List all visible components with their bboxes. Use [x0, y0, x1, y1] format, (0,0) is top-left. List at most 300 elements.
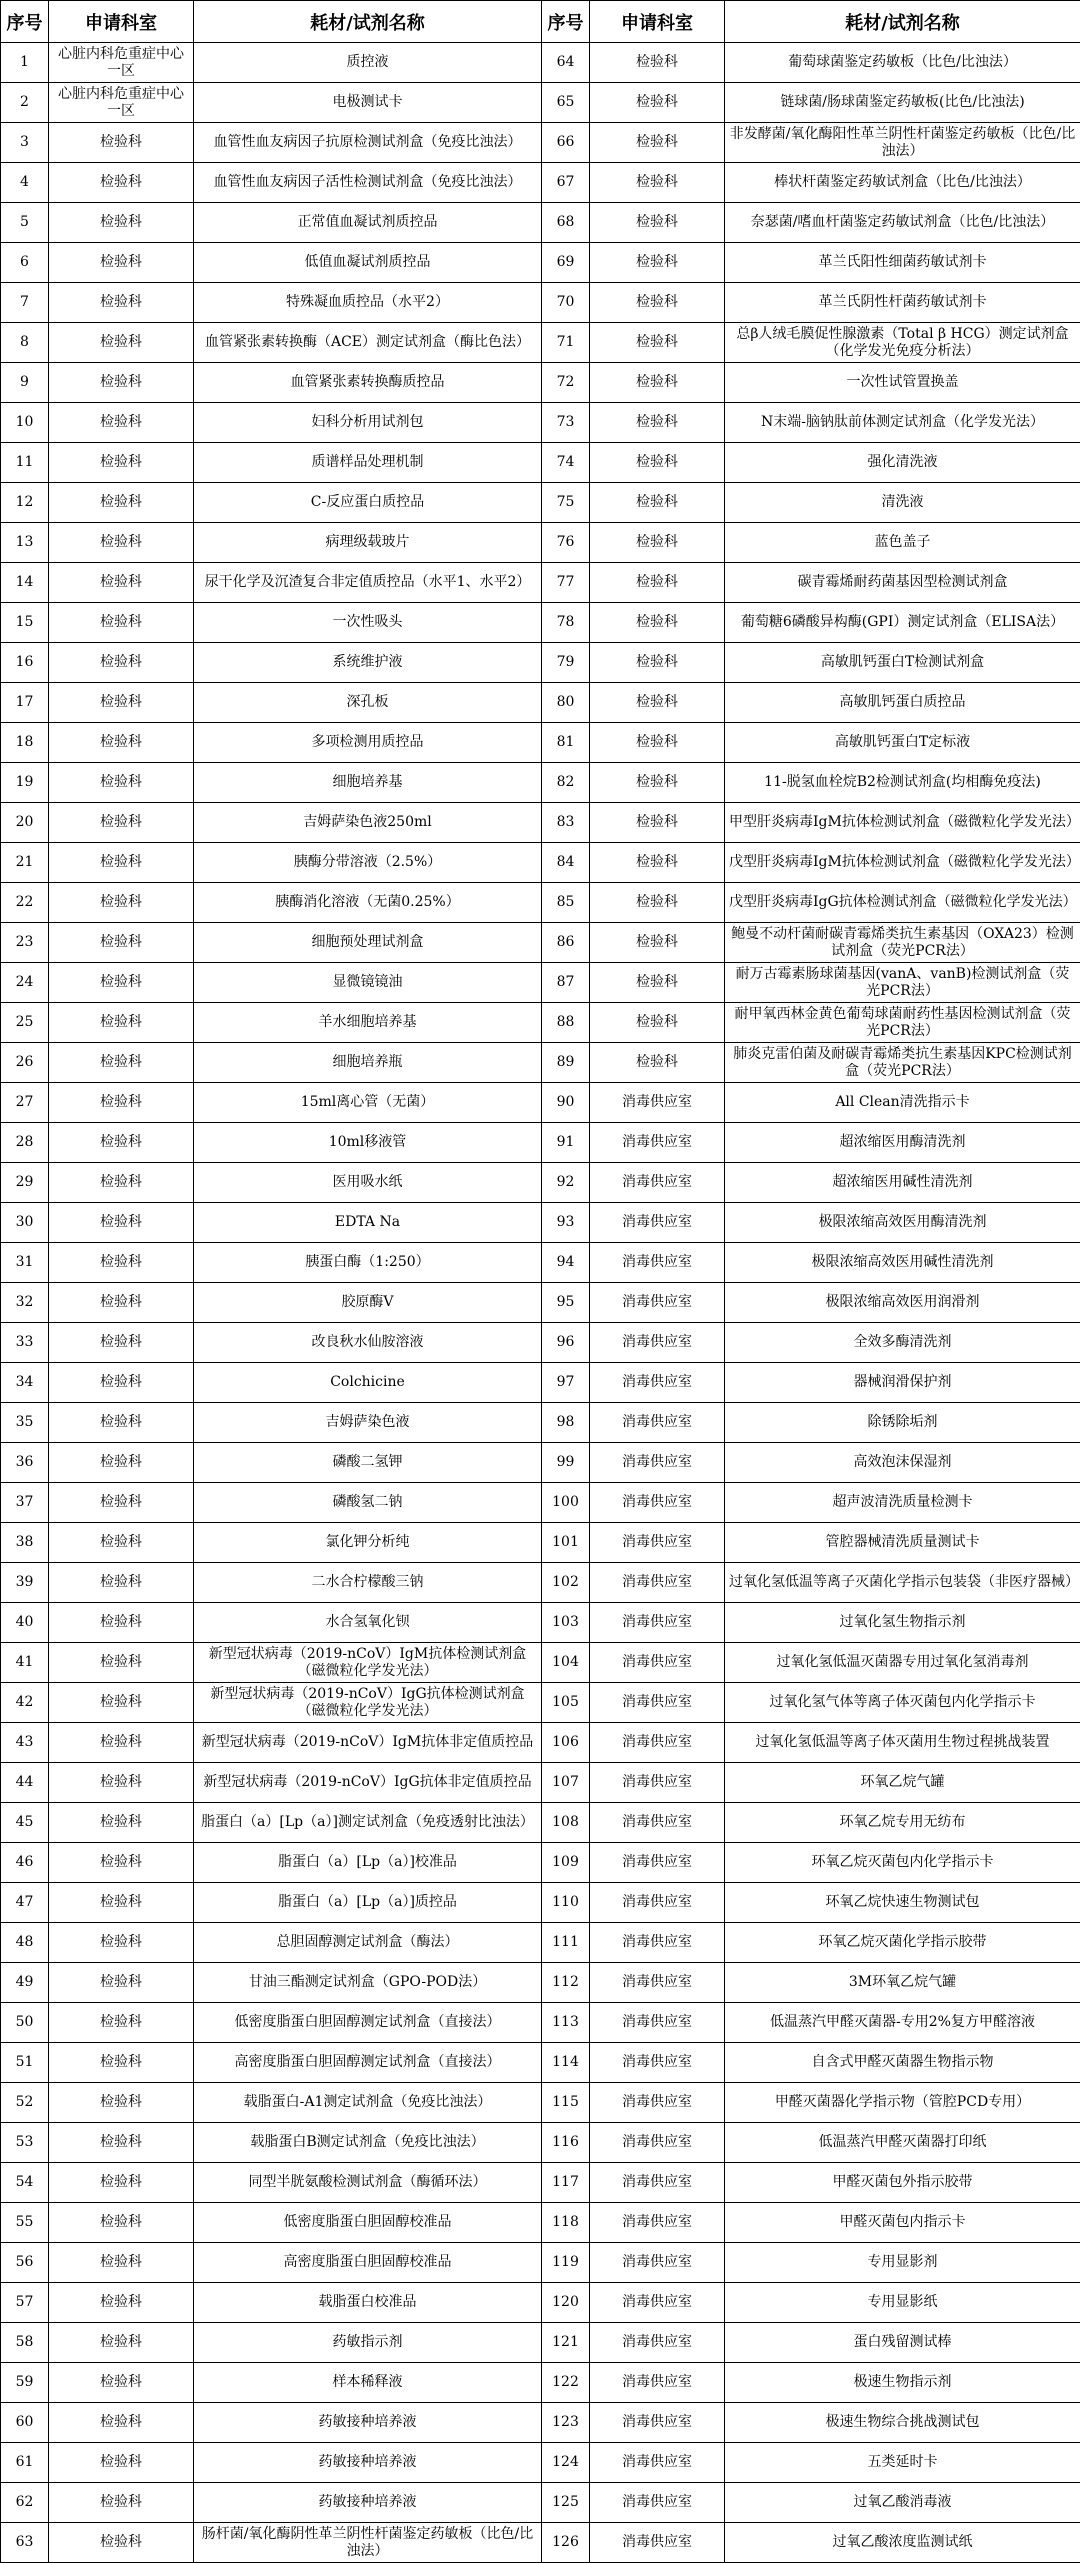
- seq-left-cell: 54: [1, 2163, 49, 2203]
- item-left-cell: 多项检测用质控品: [194, 723, 542, 763]
- item-right-cell: 极速生物指示剂: [725, 2363, 1080, 2403]
- seq-right-cell: 113: [542, 2003, 590, 2043]
- seq-right-cell: 81: [542, 723, 590, 763]
- dept-right-cell: 检验科: [590, 643, 725, 683]
- item-left-cell: 药敏接种培养液: [194, 2483, 542, 2523]
- seq-left-cell: 56: [1, 2243, 49, 2283]
- dept-right-cell: 消毒供应室: [590, 1803, 725, 1843]
- seq-right-cell: 114: [542, 2043, 590, 2083]
- dept-left-cell: 检验科: [49, 843, 194, 883]
- seq-left-cell: 59: [1, 2363, 49, 2403]
- dept-right-cell: 消毒供应室: [590, 2043, 725, 2083]
- dept-left-cell: 检验科: [49, 2163, 194, 2203]
- item-right-cell: 甲醛灭菌包内指示卡: [725, 2203, 1080, 2243]
- table-row: [1, 2203, 1080, 2243]
- seq-right-cell: 89: [542, 1043, 590, 1083]
- header-dept-right: 申请科室: [590, 1, 725, 43]
- dept-left-cell: 检验科: [49, 203, 194, 243]
- seq-right-cell: 119: [542, 2243, 590, 2283]
- table-row: [1, 2003, 1080, 2043]
- dept-right-cell: 消毒供应室: [590, 2443, 725, 2483]
- seq-left-cell: 10: [1, 403, 49, 443]
- table-row: [1, 1283, 1080, 1323]
- seq-left-cell: 22: [1, 883, 49, 923]
- seq-left-cell: 47: [1, 1883, 49, 1923]
- seq-right-cell: 117: [542, 2163, 590, 2203]
- table-row: [1, 2403, 1080, 2443]
- item-left-cell: 药敏接种培养液: [194, 2443, 542, 2483]
- item-right-cell: 革兰氏阴性杆菌药敏试剂卡: [725, 283, 1080, 323]
- item-left-cell: 10ml移液管: [194, 1123, 542, 1163]
- item-right-cell: 专用显影剂: [725, 2243, 1080, 2283]
- item-right-cell: 专用显影纸: [725, 2283, 1080, 2323]
- seq-left-cell: 37: [1, 1483, 49, 1523]
- item-right-cell: N末端-脑钠肽前体测定试剂盒（化学发光法）: [725, 403, 1080, 443]
- table-row: [1, 243, 1080, 283]
- dept-left-cell: 检验科: [49, 123, 194, 163]
- table-row: [1, 2363, 1080, 2403]
- item-left-cell: 肠杆菌/氧化酶阴性革兰阴性杆菌鉴定药敏板（比色/比浊法）: [194, 2523, 542, 2563]
- item-left-cell: 系统维护液: [194, 643, 542, 683]
- dept-left-cell: 检验科: [49, 1083, 194, 1123]
- item-right-cell: 过氧化氢气体等离子体灭菌包内化学指示卡: [725, 1683, 1080, 1723]
- table-row: [1, 2283, 1080, 2323]
- item-left-cell: 样本稀释液: [194, 2363, 542, 2403]
- seq-right-cell: 98: [542, 1403, 590, 1443]
- item-left-cell: 载脂蛋白-A1测定试剂盒（免疫比浊法）: [194, 2083, 542, 2123]
- item-left-cell: 吉姆萨染色液: [194, 1403, 542, 1443]
- dept-left-cell: 检验科: [49, 723, 194, 763]
- seq-left-cell: 3: [1, 123, 49, 163]
- item-left-cell: 同型半胱氨酸检测试剂盒（酶循环法）: [194, 2163, 542, 2203]
- table-row: [1, 1003, 1080, 1043]
- dept-left-cell: 检验科: [49, 1883, 194, 1923]
- item-left-cell: 脂蛋白（a）[Lp（a）]校准品: [194, 1843, 542, 1883]
- dept-right-cell: 消毒供应室: [590, 1483, 725, 1523]
- dept-left-cell: 检验科: [49, 1763, 194, 1803]
- dept-left-cell: 检验科: [49, 2283, 194, 2323]
- item-left-cell: 高密度脂蛋白胆固醇测定试剂盒（直接法）: [194, 2043, 542, 2083]
- item-left-cell: 羊水细胞培养基: [194, 1003, 542, 1043]
- dept-left-cell: 检验科: [49, 403, 194, 443]
- seq-right-cell: 83: [542, 803, 590, 843]
- seq-left-cell: 30: [1, 1203, 49, 1243]
- seq-right-cell: 101: [542, 1523, 590, 1563]
- dept-right-cell: 检验科: [590, 443, 725, 483]
- item-right-cell: 管腔器械清洗质量测试卡: [725, 1523, 1080, 1563]
- item-right-cell: 革兰氏阳性细菌药敏试剂卡: [725, 243, 1080, 283]
- seq-left-cell: 1: [1, 43, 49, 83]
- dept-right-cell: 检验科: [590, 883, 725, 923]
- item-right-cell: 11-脱氢血栓烷B2检测试剂盒(均相酶免疫法): [725, 763, 1080, 803]
- dept-left-cell: 检验科: [49, 1443, 194, 1483]
- item-right-cell: 高敏肌钙蛋白T定标液: [725, 723, 1080, 763]
- seq-right-cell: 70: [542, 283, 590, 323]
- item-left-cell: 电极测试卡: [194, 83, 542, 123]
- seq-right-cell: 118: [542, 2203, 590, 2243]
- item-left-cell: 细胞培养基: [194, 763, 542, 803]
- item-left-cell: 氯化钾分析纯: [194, 1523, 542, 1563]
- seq-right-cell: 64: [542, 43, 590, 83]
- item-left-cell: 特殊凝血质控品（水平2）: [194, 283, 542, 323]
- seq-left-cell: 14: [1, 563, 49, 603]
- item-left-cell: 细胞预处理试剂盒: [194, 923, 542, 963]
- dept-right-cell: 检验科: [590, 403, 725, 443]
- table-row: [1, 1123, 1080, 1163]
- seq-right-cell: 78: [542, 603, 590, 643]
- item-right-cell: 棒状杆菌鉴定药敏试剂盒（比色/比浊法）: [725, 163, 1080, 203]
- dept-left-cell: 检验科: [49, 1003, 194, 1043]
- seq-left-cell: 19: [1, 763, 49, 803]
- dept-left-cell: 检验科: [49, 1363, 194, 1403]
- seq-right-cell: 76: [542, 523, 590, 563]
- dept-right-cell: 检验科: [590, 203, 725, 243]
- dept-right-cell: 消毒供应室: [590, 1763, 725, 1803]
- seq-right-cell: 99: [542, 1443, 590, 1483]
- seq-left-cell: 38: [1, 1523, 49, 1563]
- item-left-cell: 磷酸氢二钠: [194, 1483, 542, 1523]
- dept-right-cell: 检验科: [590, 763, 725, 803]
- dept-left-cell: 检验科: [49, 1563, 194, 1603]
- dept-right-cell: 消毒供应室: [590, 2203, 725, 2243]
- item-left-cell: 载脂蛋白B测定试剂盒（免疫比浊法）: [194, 2123, 542, 2163]
- dept-left-cell: 检验科: [49, 1483, 194, 1523]
- seq-left-cell: 16: [1, 643, 49, 683]
- table-row: [1, 443, 1080, 483]
- table-row: [1, 1683, 1080, 1723]
- item-right-cell: 自含式甲醛灭菌器生物指示物: [725, 2043, 1080, 2083]
- dept-left-cell: 检验科: [49, 883, 194, 923]
- dept-left-cell: 检验科: [49, 243, 194, 283]
- item-left-cell: 脂蛋白（a）[Lp（a）]质控品: [194, 1883, 542, 1923]
- seq-left-cell: 26: [1, 1043, 49, 1083]
- item-right-cell: 耐万古霉素肠球菌基因(vanA、vanB)检测试剂盒（荧光PCR法）: [725, 963, 1080, 1003]
- seq-left-cell: 25: [1, 1003, 49, 1043]
- dept-right-cell: 检验科: [590, 83, 725, 123]
- dept-left-cell: 检验科: [49, 963, 194, 1003]
- dept-right-cell: 消毒供应室: [590, 1843, 725, 1883]
- table-row: [1, 1643, 1080, 1683]
- table-row: [1, 923, 1080, 963]
- seq-right-cell: 95: [542, 1283, 590, 1323]
- dept-left-cell: 检验科: [49, 2483, 194, 2523]
- item-left-cell: C-反应蛋白质控品: [194, 483, 542, 523]
- item-left-cell: 磷酸二氢钾: [194, 1443, 542, 1483]
- dept-right-cell: 消毒供应室: [590, 1563, 725, 1603]
- seq-right-cell: 115: [542, 2083, 590, 2123]
- table-row: [1, 1763, 1080, 1803]
- item-right-cell: 链球菌/肠球菌鉴定药敏板(比色/比浊法): [725, 83, 1080, 123]
- dept-right-cell: 消毒供应室: [590, 2003, 725, 2043]
- item-left-cell: 新型冠状病毒（2019-nCoV）IgM抗体检测试剂盒（磁微粒化学发光法）: [194, 1643, 542, 1683]
- item-left-cell: 胰酶消化溶液（无菌0.25%）: [194, 883, 542, 923]
- item-right-cell: 超声波清洗质量检测卡: [725, 1483, 1080, 1523]
- dept-left-cell: 检验科: [49, 363, 194, 403]
- dept-left-cell: 检验科: [49, 923, 194, 963]
- table-row: [1, 323, 1080, 363]
- dept-left-cell: 检验科: [49, 1923, 194, 1963]
- seq-right-cell: 103: [542, 1603, 590, 1643]
- item-left-cell: 低值血凝试剂质控品: [194, 243, 542, 283]
- dept-left-cell: 检验科: [49, 643, 194, 683]
- item-right-cell: 过氧化氢生物指示剂: [725, 1603, 1080, 1643]
- dept-right-cell: 消毒供应室: [590, 1203, 725, 1243]
- table-row: [1, 1563, 1080, 1603]
- dept-right-cell: 消毒供应室: [590, 1723, 725, 1763]
- item-right-cell: 过氧乙酸浓度监测试纸: [725, 2523, 1080, 2563]
- dept-right-cell: 消毒供应室: [590, 1243, 725, 1283]
- seq-left-cell: 28: [1, 1123, 49, 1163]
- dept-right-cell: 消毒供应室: [590, 1403, 725, 1443]
- item-right-cell: 超浓缩医用碱性清洗剂: [725, 1163, 1080, 1203]
- seq-right-cell: 125: [542, 2483, 590, 2523]
- seq-left-cell: 48: [1, 1923, 49, 1963]
- dept-right-cell: 消毒供应室: [590, 2363, 725, 2403]
- table-row: [1, 963, 1080, 1003]
- seq-right-cell: 96: [542, 1323, 590, 1363]
- seq-right-cell: 92: [542, 1163, 590, 1203]
- item-right-cell: 甲醛灭菌器化学指示物（管腔PCD专用）: [725, 2083, 1080, 2123]
- seq-left-cell: 43: [1, 1723, 49, 1763]
- seq-left-cell: 53: [1, 2123, 49, 2163]
- seq-left-cell: 11: [1, 443, 49, 483]
- table-row: [1, 1883, 1080, 1923]
- item-left-cell: EDTA Na: [194, 1203, 542, 1243]
- seq-right-cell: 84: [542, 843, 590, 883]
- seq-left-cell: 36: [1, 1443, 49, 1483]
- dept-left-cell: 检验科: [49, 2083, 194, 2123]
- item-right-cell: 强化清洗液: [725, 443, 1080, 483]
- seq-left-cell: 52: [1, 2083, 49, 2123]
- dept-left-cell: 检验科: [49, 1523, 194, 1563]
- item-right-cell: 过氧化氢低温等离子灭菌化学指示包装袋（非医疗器械）: [725, 1563, 1080, 1603]
- seq-right-cell: 93: [542, 1203, 590, 1243]
- dept-right-cell: 检验科: [590, 43, 725, 83]
- item-right-cell: 鲍曼不动杆菌耐碳青霉烯类抗生素基因（OXA23）检测试剂盒（荧光PCR法）: [725, 923, 1080, 963]
- dept-right-cell: 消毒供应室: [590, 2283, 725, 2323]
- item-left-cell: 质控液: [194, 43, 542, 83]
- table-row: [1, 2083, 1080, 2123]
- item-left-cell: 新型冠状病毒（2019-nCoV）IgG抗体非定值质控品: [194, 1763, 542, 1803]
- dept-left-cell: 检验科: [49, 1043, 194, 1083]
- item-left-cell: 水合氢氧化钡: [194, 1603, 542, 1643]
- item-right-cell: 高敏肌钙蛋白T检测试剂盒: [725, 643, 1080, 683]
- table-row: [1, 1963, 1080, 2003]
- seq-right-cell: 120: [542, 2283, 590, 2323]
- table-row: [1, 1523, 1080, 1563]
- seq-left-cell: 40: [1, 1603, 49, 1643]
- seq-left-cell: 44: [1, 1763, 49, 1803]
- seq-right-cell: 74: [542, 443, 590, 483]
- table-row: [1, 1083, 1080, 1123]
- item-right-cell: All Clean清洗指示卡: [725, 1083, 1080, 1123]
- item-right-cell: 戊型肝炎病毒IgM抗体检测试剂盒（磁微粒化学发光法）: [725, 843, 1080, 883]
- item-left-cell: 血管紧张素转换酶（ACE）测定试剂盒（酶比色法）: [194, 323, 542, 363]
- seq-right-cell: 105: [542, 1683, 590, 1723]
- item-left-cell: 胰蛋白酶（1:250）: [194, 1243, 542, 1283]
- item-left-cell: 质谱样品处理机制: [194, 443, 542, 483]
- seq-right-cell: 71: [542, 323, 590, 363]
- dept-left-cell: 检验科: [49, 1203, 194, 1243]
- dept-left-cell: 检验科: [49, 603, 194, 643]
- item-left-cell: 吉姆萨染色液250ml: [194, 803, 542, 843]
- item-left-cell: 尿干化学及沉渣复合非定值质控品（水平1、水平2）: [194, 563, 542, 603]
- item-right-cell: 非发酵菌/氧化酶阳性革兰阴性杆菌鉴定药敏板（比色/比浊法）: [725, 123, 1080, 163]
- item-right-cell: 甲型肝炎病毒IgM抗体检测试剂盒（磁微粒化学发光法）: [725, 803, 1080, 843]
- table-row: [1, 1043, 1080, 1083]
- seq-left-cell: 57: [1, 2283, 49, 2323]
- item-left-cell: 医用吸水纸: [194, 1163, 542, 1203]
- table-row: [1, 523, 1080, 563]
- item-left-cell: 新型冠状病毒（2019-nCoV）IgG抗体检测试剂盒（磁微粒化学发光法）: [194, 1683, 542, 1723]
- dept-right-cell: 检验科: [590, 363, 725, 403]
- table-row: [1, 563, 1080, 603]
- seq-left-cell: 18: [1, 723, 49, 763]
- item-left-cell: 深孔板: [194, 683, 542, 723]
- table-body: [1, 43, 1080, 2563]
- dept-left-cell: 检验科: [49, 763, 194, 803]
- dept-left-cell: 检验科: [49, 803, 194, 843]
- dept-right-cell: 检验科: [590, 283, 725, 323]
- item-right-cell: 过氧化氢低温等离子体灭菌用生物过程挑战装置: [725, 1723, 1080, 1763]
- dept-right-cell: 消毒供应室: [590, 1323, 725, 1363]
- seq-left-cell: 29: [1, 1163, 49, 1203]
- table-row: [1, 283, 1080, 323]
- table-row: [1, 1243, 1080, 1283]
- dept-left-cell: 检验科: [49, 2123, 194, 2163]
- item-right-cell: 环氧乙烷灭菌包内化学指示卡: [725, 1843, 1080, 1883]
- seq-left-cell: 24: [1, 963, 49, 1003]
- dept-right-cell: 检验科: [590, 483, 725, 523]
- seq-left-cell: 27: [1, 1083, 49, 1123]
- seq-right-cell: 121: [542, 2323, 590, 2363]
- item-right-cell: 除锈除垢剂: [725, 1403, 1080, 1443]
- table-row: [1, 483, 1080, 523]
- table-row: [1, 2123, 1080, 2163]
- item-right-cell: 过氧乙酸消毒液: [725, 2483, 1080, 2523]
- dept-left-cell: 检验科: [49, 283, 194, 323]
- item-left-cell: 二水合柠檬酸三钠: [194, 1563, 542, 1603]
- seq-right-cell: 80: [542, 683, 590, 723]
- dept-right-cell: 检验科: [590, 1043, 725, 1083]
- table-row: [1, 1603, 1080, 1643]
- seq-right-cell: 75: [542, 483, 590, 523]
- item-left-cell: 血管紧张素转换酶质控品: [194, 363, 542, 403]
- dept-right-cell: 消毒供应室: [590, 2123, 725, 2163]
- seq-left-cell: 34: [1, 1363, 49, 1403]
- seq-right-cell: 111: [542, 1923, 590, 1963]
- item-right-cell: 全效多酶清洗剂: [725, 1323, 1080, 1363]
- dept-left-cell: 检验科: [49, 1283, 194, 1323]
- seq-right-cell: 104: [542, 1643, 590, 1683]
- seq-left-cell: 32: [1, 1283, 49, 1323]
- seq-left-cell: 58: [1, 2323, 49, 2363]
- dept-left-cell: 检验科: [49, 1843, 194, 1883]
- item-right-cell: 超浓缩医用酶清洗剂: [725, 1123, 1080, 1163]
- dept-right-cell: 检验科: [590, 523, 725, 563]
- table-row: [1, 2523, 1080, 2563]
- seq-left-cell: 35: [1, 1403, 49, 1443]
- seq-left-cell: 41: [1, 1643, 49, 1683]
- dept-right-cell: 消毒供应室: [590, 2483, 725, 2523]
- dept-left-cell: 检验科: [49, 2043, 194, 2083]
- table-row: [1, 2163, 1080, 2203]
- seq-right-cell: 109: [542, 1843, 590, 1883]
- dept-left-cell: 检验科: [49, 1243, 194, 1283]
- dept-left-cell: 检验科: [49, 163, 194, 203]
- item-left-cell: 高密度脂蛋白胆固醇校准品: [194, 2243, 542, 2283]
- seq-left-cell: 5: [1, 203, 49, 243]
- seq-left-cell: 9: [1, 363, 49, 403]
- seq-right-cell: 97: [542, 1363, 590, 1403]
- dept-right-cell: 消毒供应室: [590, 1643, 725, 1683]
- dept-left-cell: 心脏内科危重症中心一区: [49, 83, 194, 123]
- seq-right-cell: 102: [542, 1563, 590, 1603]
- item-right-cell: 蓝色盖子: [725, 523, 1080, 563]
- item-right-cell: 极限浓缩高效医用碱性清洗剂: [725, 1243, 1080, 1283]
- item-left-cell: 总胆固醇测定试剂盒（酶法）: [194, 1923, 542, 1963]
- dept-right-cell: 消毒供应室: [590, 2523, 725, 2563]
- item-right-cell: 戊型肝炎病毒IgG抗体检测试剂盒（磁微粒化学发光法）: [725, 883, 1080, 923]
- item-right-cell: 低温蒸汽甲醛灭菌器打印纸: [725, 2123, 1080, 2163]
- dept-left-cell: 检验科: [49, 2003, 194, 2043]
- table-row: [1, 1323, 1080, 1363]
- item-right-cell: 高效泡沫保湿剂: [725, 1443, 1080, 1483]
- dept-right-cell: 消毒供应室: [590, 1283, 725, 1323]
- dept-right-cell: 检验科: [590, 1003, 725, 1043]
- table-row: [1, 2323, 1080, 2363]
- table-row: [1, 2443, 1080, 2483]
- item-left-cell: 低密度脂蛋白胆固醇校准品: [194, 2203, 542, 2243]
- dept-left-cell: 检验科: [49, 483, 194, 523]
- seq-left-cell: 33: [1, 1323, 49, 1363]
- dept-right-cell: 检验科: [590, 963, 725, 1003]
- seq-left-cell: 4: [1, 163, 49, 203]
- dept-left-cell: 检验科: [49, 523, 194, 563]
- dept-right-cell: 消毒供应室: [590, 2403, 725, 2443]
- item-left-cell: 脂蛋白（a）[Lp（a）]测定试剂盒（免疫透射比浊法）: [194, 1803, 542, 1843]
- seq-right-cell: 122: [542, 2363, 590, 2403]
- table-row: [1, 403, 1080, 443]
- seq-right-cell: 73: [542, 403, 590, 443]
- dept-left-cell: 检验科: [49, 2363, 194, 2403]
- dept-right-cell: 检验科: [590, 803, 725, 843]
- item-left-cell: 正常值血凝试剂质控品: [194, 203, 542, 243]
- dept-left-cell: 检验科: [49, 1803, 194, 1843]
- item-left-cell: 一次性吸头: [194, 603, 542, 643]
- table-row: [1, 43, 1080, 83]
- item-right-cell: 清洗液: [725, 483, 1080, 523]
- item-right-cell: 低温蒸汽甲醛灭菌器-专用2%复方甲醛溶液: [725, 2003, 1080, 2043]
- table-row: [1, 203, 1080, 243]
- item-left-cell: 药敏接种培养液: [194, 2403, 542, 2443]
- seq-left-cell: 50: [1, 2003, 49, 2043]
- dept-right-cell: 检验科: [590, 163, 725, 203]
- seq-left-cell: 6: [1, 243, 49, 283]
- item-left-cell: 细胞培养瓶: [194, 1043, 542, 1083]
- seq-right-cell: 88: [542, 1003, 590, 1043]
- dept-left-cell: 检验科: [49, 2323, 194, 2363]
- seq-right-cell: 126: [542, 2523, 590, 2563]
- item-right-cell: 蛋白残留测试棒: [725, 2323, 1080, 2363]
- table-row: [1, 123, 1080, 163]
- seq-left-cell: 20: [1, 803, 49, 843]
- item-right-cell: 甲醛灭菌包外指示胶带: [725, 2163, 1080, 2203]
- dept-right-cell: 消毒供应室: [590, 1683, 725, 1723]
- item-right-cell: 耐甲氧西林金黄色葡萄球菌耐药性基因检测试剂盒（荧光PCR法）: [725, 1003, 1080, 1043]
- dept-left-cell: 检验科: [49, 2523, 194, 2563]
- dept-left-cell: 检验科: [49, 1403, 194, 1443]
